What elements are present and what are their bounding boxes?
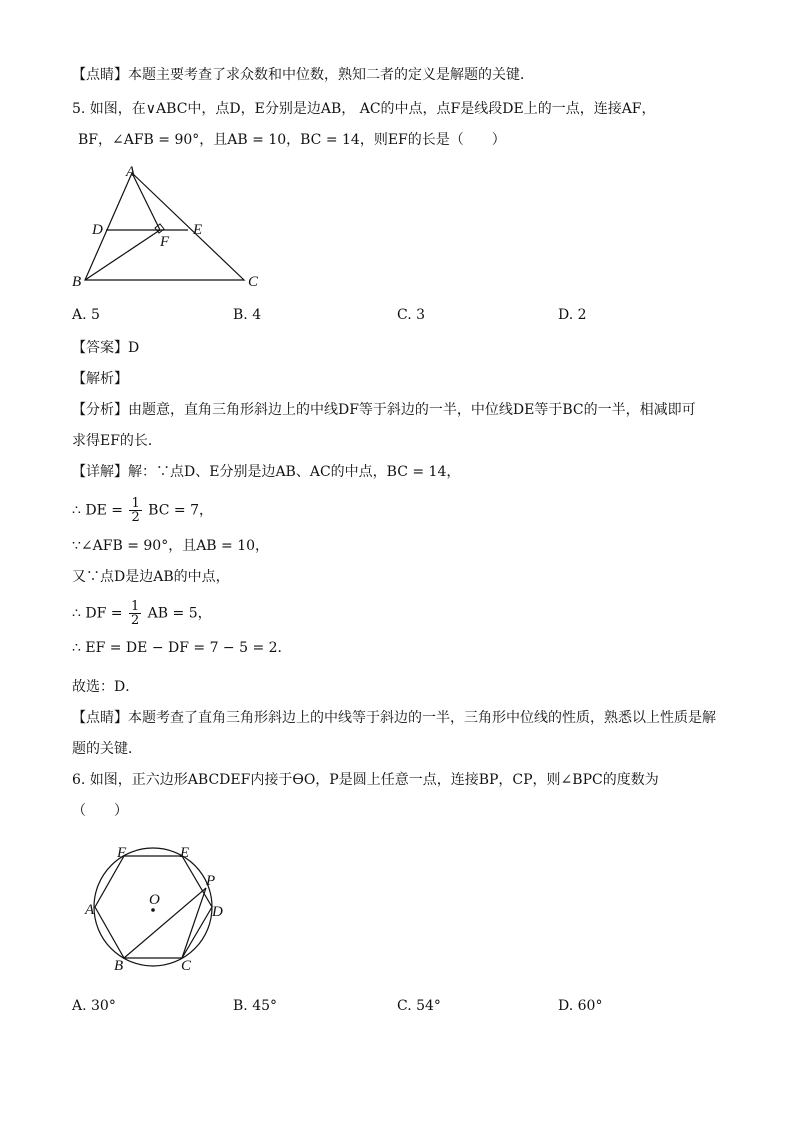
step-de-prefix: ∴ DE = [72, 502, 123, 519]
hexagon-circle-figure [82, 840, 232, 980]
solution-step-de [72, 497, 213, 524]
vertex-label-c: C [181, 958, 192, 974]
fraction-one-half: $\frac{1}{2}$ [131, 496, 140, 525]
step-de-suffix: BC = 7， [148, 502, 213, 519]
remark-line-1: 【点睛】本题考查了直角三角形斜边上的中线等于斜边的一半，三角形中位线的性质，熟悉以上性质是解 [72, 710, 716, 726]
vertex-label-e: E [180, 845, 190, 861]
vertex-label-e: E [193, 222, 203, 238]
vertex-label-f: F [117, 845, 127, 861]
center-label-o: O [149, 892, 160, 908]
option-c: C. 3 [397, 307, 426, 323]
solution-step-midpoint: 又∵点D是边AB的中点， [72, 569, 230, 585]
triangle-figure [70, 160, 270, 295]
vertex-label-d: D [212, 904, 223, 920]
option-a: A. 5 [72, 307, 100, 323]
options-q6 [72, 998, 732, 1018]
option-b: B. 4 [233, 307, 262, 323]
option-b: B. 45° [233, 998, 278, 1014]
question-6-stem: 6. 如图，正六边形ABCDEF内接于ϴO，P是圆上任意一点，连接BP，CP，则∠BPC的度数为 [72, 772, 659, 788]
point-label-f: F [160, 234, 170, 250]
point-label-p: P [206, 873, 216, 889]
remark-line-2: 题的关键． [72, 741, 142, 757]
answer-label: 【答案】D [72, 340, 140, 356]
vertex-label-a: A [85, 902, 95, 918]
option-d: D. 2 [558, 307, 587, 323]
question-5-stem: 5. 如图，在∨ABC中，点D，E分别是边AB， AC的中点，点F是线段DE上的一点，连接AF， [72, 101, 656, 117]
solution-step-ef: ∴ EF = DE − DF = 7 − 5 = 2． [72, 640, 292, 656]
vertex-label-d: D [92, 222, 103, 238]
vertex-label-b: B [72, 274, 82, 290]
analysis-heading: 【解析】 [72, 371, 128, 387]
solution-step-df [72, 600, 212, 627]
option-a: A. 30° [72, 998, 116, 1014]
closing-remark-q4: 【点睛】本题主要考查了求众数和中位数，熟知二者的定义是解题的关键． [72, 67, 534, 83]
option-c: C. 54° [397, 998, 441, 1014]
step-df-prefix: ∴ DF = [72, 605, 123, 622]
analysis-line-2: 求得EF的长． [72, 433, 162, 449]
choice-statement: 故选：D． [72, 679, 140, 695]
question-5-stem-cont: BF，∠AFB = 90°，且AB = 10，BC = 14，则EF的长是（ ） [78, 132, 506, 148]
option-d: D. 60° [558, 998, 603, 1014]
options-q5 [72, 307, 732, 327]
step-df-suffix: AB = 5， [147, 605, 212, 622]
fraction-one-half: $\frac{1}{2}$ [130, 599, 140, 628]
question-6-stem-cont: （ ） [72, 803, 128, 819]
vertex-label-b: B [114, 958, 124, 974]
vertex-label-c: C [248, 274, 259, 290]
solution-line-1: 【详解】解：∵点D、E分别是边AB、AC的中点，BC = 14， [72, 464, 461, 480]
analysis-line-1: 【分析】由题意，直角三角形斜边上的中线DF等于斜边的一半，中位线DE等于BC的一半，相减即可 [72, 402, 696, 418]
vertex-label-a: A [126, 164, 136, 180]
solution-step-angle: ∵∠AFB = 90°，且AB = 10， [72, 538, 270, 554]
